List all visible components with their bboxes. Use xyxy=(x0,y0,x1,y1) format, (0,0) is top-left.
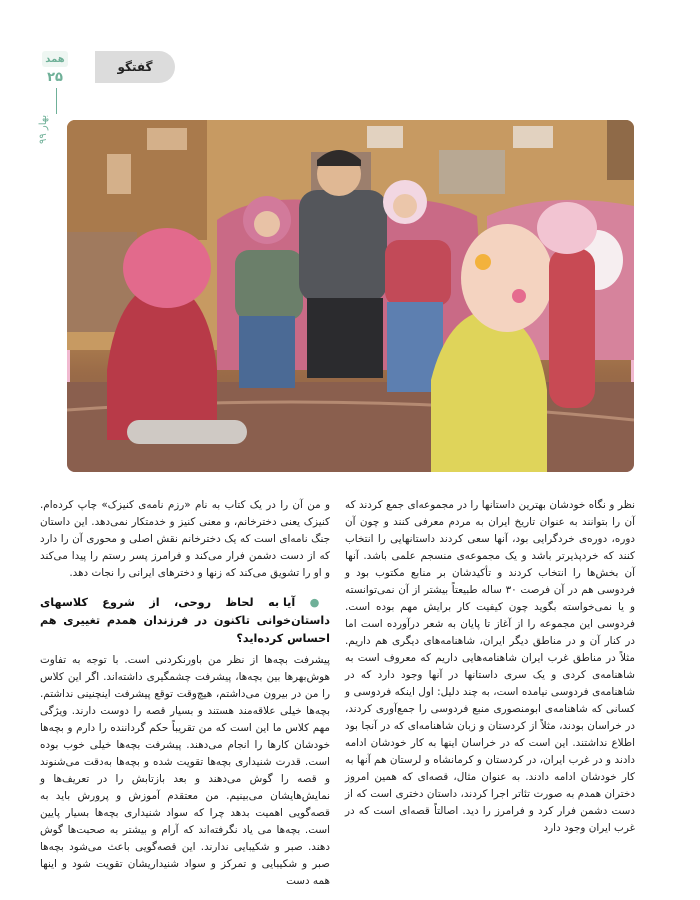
girl-left-jeans xyxy=(239,316,295,388)
page-number: ۲۵ xyxy=(47,70,63,85)
article-photo xyxy=(67,120,634,472)
wall-picture xyxy=(439,150,505,194)
girl-far-right-plaid xyxy=(549,248,595,408)
girl-left-face xyxy=(254,211,280,237)
interview-question xyxy=(40,594,330,648)
shelf-niche xyxy=(107,154,131,194)
girl-left-shirt xyxy=(235,250,303,320)
issue-date: بهار ۹۹ xyxy=(38,114,49,144)
girl-right-shirt xyxy=(385,240,451,306)
man-trousers xyxy=(307,298,383,378)
girl-far-right-headscarf xyxy=(537,202,597,254)
question-text: آیا به لحاظ روحی، از شروع کلاسهای داستان‌خوانی تاکنون در فرزندان همدم تغییری هم احساس کرده‌اید؟ xyxy=(40,596,330,645)
wall-frame xyxy=(513,126,553,148)
girl-front-right-headscarf xyxy=(461,224,553,332)
question-bullet: ● xyxy=(309,596,330,609)
headscarf-flower xyxy=(475,254,491,270)
girl-front-left-headscarf xyxy=(123,228,211,308)
article-column-right xyxy=(345,497,635,832)
wall-frame xyxy=(367,126,403,148)
girl-front-left-legs xyxy=(127,420,247,444)
magazine-logo: همد xyxy=(42,51,68,67)
headscarf-flower xyxy=(512,289,526,303)
wall-shelf xyxy=(607,120,634,180)
section-title-tab xyxy=(95,51,175,83)
shelf-niche xyxy=(147,128,187,150)
article-paragraph: نظر و نگاه خودشان بهترین داستانها را در مجموعه‌ای جمع کردند که آن را بتوانند به عنوان تاریخ ایران به مردم معرفی کنند و چون آن دوره، دوره‌ی خردگرایی بود، آنها سعی کردند داستانهایی را انتخاب کنند که خردپذیرتر باشد و یک مجموعه‌ی منسجم علمی باشد. آنها آن بخش‌ها را انتخاب کردند و تأکیدشان بر منابع مکتوب بود و فردوسی هم در آن فرصت ۳۰ ساله طبیعتاً بیشتر از آن نمی‌توانسته و یا نمی‌خواسته بگوید چون کیفیت کار برایش مهم بوده است. فردوسی این مجموعه را از آغاز تا پایان به شعر درآورده است اما در کنار آن و در مناطق دیگر ایران، شاهنامه‌های دیگری هم داریم. مثلاً در مناطق غرب ایران شاهنامه‌هایی داریم که معروف است به شاهنامه‌ی کردی و یک سری داستانها در آنها وجود دارد که در شاهنامه‌ی فردوسی نیامده است، به چند دلیل: اول اینکه فردوسی و کسانی که شاهنامه‌ی ابومنصوری منبع فردوسی را جمع‌آوری کردند، در خراسان بودند، مثلاً از کردستان و زبان شاهنامه‌ای که در آنجا بود اطلاع نداشتند. این است که در خراسان اینها به کار خودشان ادامه دادند و در غرب ایران، در کردستان و کرمانشاه و لرستان هم آنها به کار خودشان ادامه دادند. به عنوان مثال، قصه‌ای که همین امروز دختران همدم به صورت تئاتر اجرا کردند، داستان دختری است که از دست دشمن فرار کرد و فرامرز را دید. اصالتاً قصه‌ای است که در غرب ایران وجود دارد xyxy=(345,499,635,834)
article-paragraph: و من آن را در یک کتاب به نام «رزم نامه‌ی کنیزک» چاپ کرده‌ام. کنیزک یعنی دخترخانم، و معنی کنیز و خدمتکار نمی‌دهد. این داستان جنگ نامه‌ای است که یک دخترخانم نقش اصلی و محوری آن را دارد که از دست دشمن فرار می‌کند و فرامرز پسر رستم را پیدا می‌کند و او را تشویق می‌کند که زنها و دخترهای ایرانی را نجات دهد. xyxy=(40,499,330,579)
man-jacket xyxy=(299,190,387,302)
girl-right-face xyxy=(393,194,417,218)
article-column-left xyxy=(40,497,330,887)
section-title: گفتگو xyxy=(117,60,153,74)
photo-illustration xyxy=(67,120,634,472)
answer-paragraph: پیشرفت بچه‌ها از نظر من باورنکردنی است. با توجه به تفاوت هوش‌بهرها بین بچه‌ها، پیشرفت چشمگیری داشته‌اند. اگر این کلاس را من در بیرون می‌داشتم، هیچ‌وقت توقع پیشرفت اینچنینی نداشتم. بچه‌ها خیلی علاقه‌مند هستند و بسیار قصه را دوست دارند. ویژگی مهم کلاس ما این است که من تقریباً حکم گرداننده را دارم و بچه‌ها خودشان کارها را انجام می‌دهند. پیشرفت بچه‌ها خیلی خوب بوده است. قدرت شنیداری بچه‌ها تقویت شده و بچه‌ها به‌دقت می‌شنوند و قصه را گوش می‌دهند و بعد بازتابش را در تعریف‌ها و نمایش‌هایشان می‌بینیم. من معتقدم آموزش و پرورش باید به قصه‌گویی اهمیت بدهد چرا که سواد شنیداری بچه‌ها بسیار پایین است. بچه‌ها می‌ یاد نگرفته‌اند که آرام و بیشتر به صحبت‌ها گوش دهند. صبر و شکیبایی ندارند. این قصه‌گویی باعث می‌شود بچه‌ها صبر و شکیبایی و تمرکز و سواد شنیداریشان تقویت شود و اینها همه دست xyxy=(40,654,330,887)
